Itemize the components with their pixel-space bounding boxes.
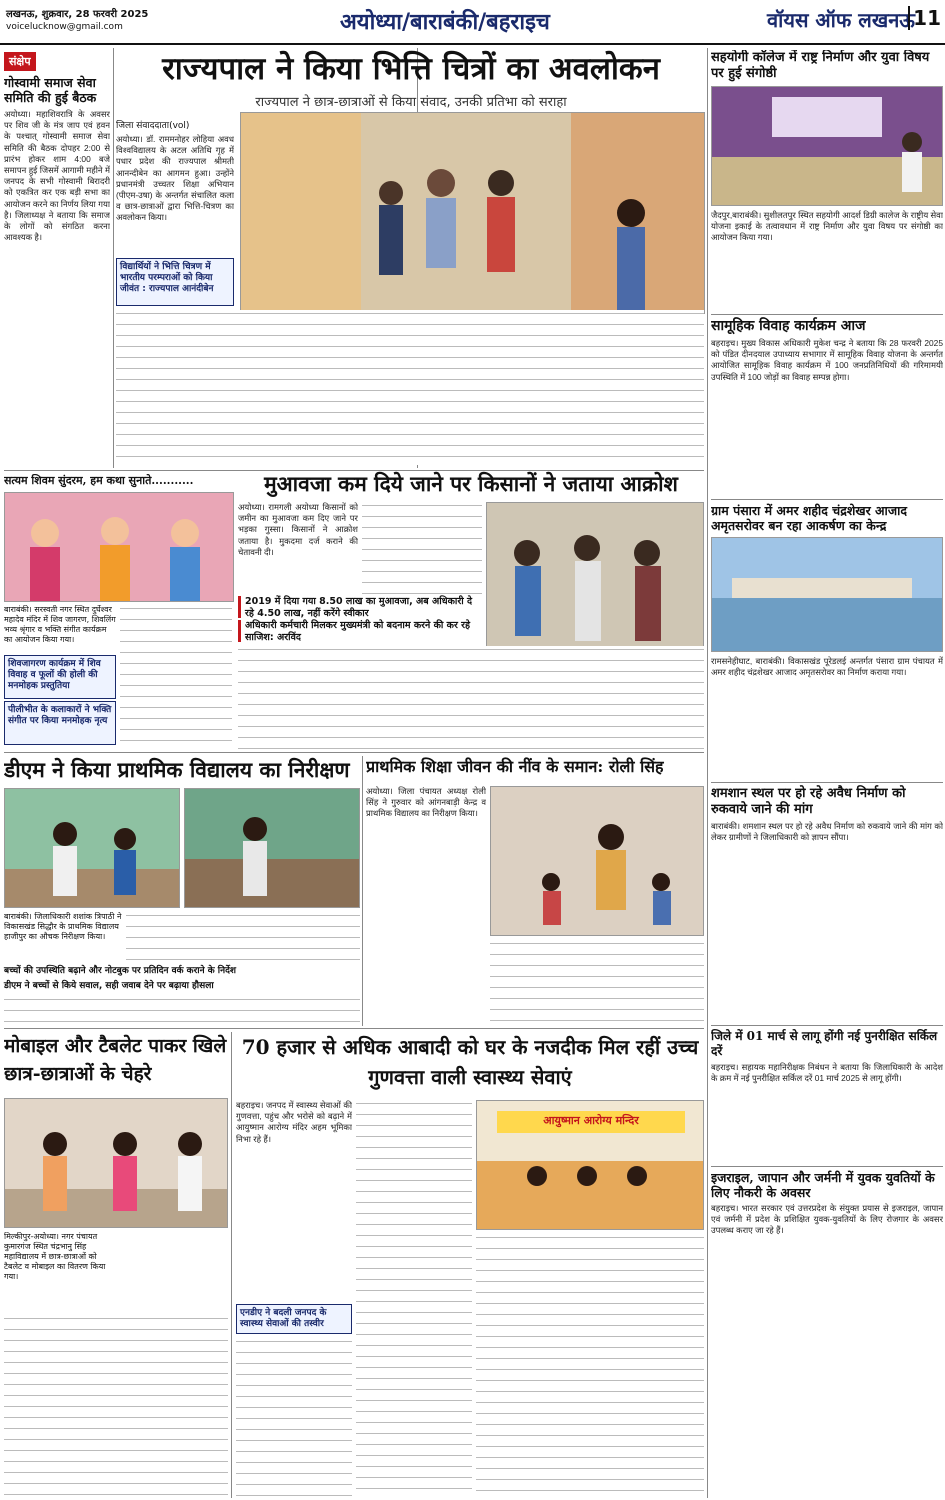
circle-rate-headline: जिले में 01 मार्च से लागू होंगी नई पुनरीक्षित सर्किल दरें <box>711 1025 943 1059</box>
satyam-box-a: शिवजागरण कार्यक्रम में शिव विवाह व फूलों की होली की मनमोहक प्रस्तुतिया <box>4 655 116 699</box>
briefs-column <box>4 50 110 470</box>
lead-continuation <box>116 310 704 465</box>
seminar-body: जैदपुर,बाराबंकी। सुशीलतपुर स्थित सहयोगी आदर्श डिग्री कालेज के राष्ट्रीय सेवा योजना इकाई के तत्वावधान में राष्ट्र निर्माण और युवा विषय पर संगोष्ठी का आयोजन किया गया। <box>711 210 943 243</box>
column-rule <box>113 48 114 468</box>
compensation-body-cont <box>362 502 482 594</box>
mobile-headline: मोबाइल और टैबलेट पाकर खिले छात्र-छात्राओं के चेहरे <box>4 1035 227 1085</box>
mass-wedding-headline: सामूहिक विवाह कार्यक्रम आज <box>711 314 943 335</box>
issue-date: लखनऊ, शुक्रवार, 28 फरवरी 2025 <box>6 9 149 20</box>
dm-headline: डीएम ने किया प्राथमिक विद्यालय का निरीक्षण <box>4 757 350 782</box>
lead-quote-box: विद्यार्थियों ने भित्ति चित्रण में भारतीय परम्पराओं को किया जीवंत : राज्यपाल आनंदीबेन <box>116 258 234 306</box>
health-box: एनडीए ने बदली जनपद के स्वास्थ्य सेवाओं की तस्वीर <box>236 1304 352 1334</box>
column-rule <box>231 1032 232 1498</box>
lead-body: अयोध्या। डॉ. राममनोहर लोहिया अवध विश्वविद्यालय के अटल अतिथि गृह में पधार प्रदेश की राज्यपाल श्रीमती आनन्दीबेन का आगमन हुआ। उन्होंने प्रधानमंत्री उच्चतर शिक्षा अभियान (पीएम-उषा) के अन्तर्गत संचालित कला व छात्र-छात्राओं द्वारा भित्ति-चित्रण का अवलोकन किया। <box>116 134 234 223</box>
dm-body <box>126 912 360 962</box>
health-body-cont-b <box>356 1100 472 1498</box>
dm-photo-2 <box>184 788 360 908</box>
cremation-headline: शमशान स्थल पर हो रहे अवैध निर्माण को रुकवाये जाने की मांग <box>711 782 943 818</box>
roli-body: अयोध्या। जिला पंचायत अध्यक्ष रोली सिंह ने गुरुवार को आंगनबाड़ी केन्द्र व प्राथमिक विद्यालय का निरीक्षण किया। <box>366 786 486 819</box>
masthead <box>0 0 945 45</box>
jobs-abroad-headline: इजराइल, जापान और जर्मनी में युवक युवतियों के लिए नौकरी के अवसर <box>711 1166 943 1200</box>
right-column <box>711 50 943 1498</box>
health-continuation <box>476 1234 704 1498</box>
lead-subheadline: राज्यपाल ने छात्र-छात्राओं से किया संवाद, उनकी प्रतिभा को सराहा <box>255 95 567 110</box>
compensation-headline: मुआवजा कम दिये जाने पर किसानों ने जताया आक्रोश <box>264 471 678 496</box>
column-rule <box>362 756 363 1026</box>
health-body: बहराइच। जनपद में स्वास्थ्य सेवाओं की गुणवत्ता, पहुंच और भरोसे को बढ़ाने में आयुष्मान आरोग्य मंदिर अहम भूमिका निभा रहे हैं। <box>236 1100 352 1144</box>
cremation-body: बाराबंकी। शमशान स्थल पर हो रहे अवैध निर्माण को रुकवाये जाने की मांग को लेकर ग्रामीणों ने जिलाधिकारी को ज्ञापन सौंपा। <box>711 821 943 843</box>
mobile-body <box>4 1315 228 1497</box>
health-headline: 70 हजार से अधिक आबादी को घर के नजदीक मिल रहीं उच्च गुणवत्ता वाली स्वास्थ्य सेवाएं <box>241 1035 699 1089</box>
sarovar-photo <box>711 537 943 652</box>
health-center-sign: आयुष्मान आरोग्य मन्दिर <box>543 1114 639 1127</box>
satyam-photo <box>4 492 234 602</box>
college-seminar-headline: सहयोगी कॉलेज में राष्ट्र निर्माण और युवा विषय पर हुई संगोष्ठी <box>711 50 930 81</box>
compensation-point-2: अधिकारी कर्मचारी मिलकर मुख्यमंत्री को बदनाम करने की कर रहे साजिश: अरविंद <box>238 620 482 642</box>
dm-point-1: बच्चों की उपस्थिति बढ़ाने और नोटबुक पर प्रतिदिन वर्क कराने के निर्देश <box>4 966 236 976</box>
section-rule <box>4 752 704 753</box>
health-photo <box>476 1100 704 1230</box>
lead-headline: राज्यपाल ने किया भित्ति चित्रों का अवलोकन <box>162 51 660 87</box>
health-body-cont-a <box>236 1338 352 1498</box>
mobile-photo <box>4 1098 228 1228</box>
satyam-headline: सत्यम शिवम सुंदरम, हम कथा सुनाते........... <box>4 474 194 487</box>
sarovar-body: रामसनेहीघाट, बाराबंकी। विकासखंड पूरेडलई अन्तर्गत पंसारा ग्राम पंचायत में अमर शहीद चंद्रशेखर आजाद अमृतसरोवर का निर्माण कराया गया। <box>711 656 943 678</box>
brief-body: अयोध्या। महाशिवरात्रि के अवसर पर शिव जी के मंत्र जाप एवं हवन के पश्चात् गोस्वामी समाज सेवा समिति की बैठक दोपहर 2:00 से प्रारंभ होकर शाम 4:00 बजे समापन हुई जिसमें आगामी महीने में जनपद के सभी गोस्वामी बिरादरी को एकत्रित कर एक बड़ी सभा का आयोजन करने का निर्णय लिया गया है। जिलाध्यक्ष ने बताया कि समाज के लोगों को संगठित करना आवश्यक है। <box>4 109 110 243</box>
dm-caption: बाराबंकी। जिलाधिकारी शशांक त्रिपाठी ने विकासखंड सिद्धौर के प्राथमिक विद्यालय हाजीपुर का औचक निरीक्षण किया। <box>4 912 122 941</box>
seminar-photo <box>711 86 943 206</box>
column-rule <box>707 48 708 1498</box>
compensation-point-1: 2019 में दिया गया 8.50 लाख का मुआवजा, अब अधिकारी दे रहे 4.50 लाख, नहीं करेंगे स्वीकार <box>238 596 482 618</box>
satyam-body <box>120 605 232 750</box>
briefs-tag: संक्षेप <box>4 52 36 71</box>
roli-photo <box>490 786 704 936</box>
compensation-body: अयोध्या। रामगली अयोध्या किसानों को जमीन का मुआवजा कम दिए जाने पर भड़का गुस्सा। किसानों ने आक्रोश जताया है। मुकदमा दर्ज कराने की चेतावनी दी। <box>238 502 358 557</box>
section-rule <box>4 1028 704 1029</box>
page-number: 11 <box>908 6 941 30</box>
lead-photo <box>240 112 705 314</box>
dm-photo-1 <box>4 788 180 908</box>
brand-logo: वॉयस ऑफ लखनऊ <box>767 8 915 32</box>
lead-credit: जिला संवाददाता(vol) <box>116 121 190 130</box>
section-title: अयोध्या/बाराबंकी/बहराइच <box>340 9 550 35</box>
contact-email[interactable]: voicelucknow@gmail.com <box>6 22 123 32</box>
farmers-photo <box>486 502 704 662</box>
satyam-caption: बाराबंकी। सरस्वती नगर स्थित दुर्घेश्वर महादेव मंदिर में शिव जागरण, शिवलिंग भव्य श्रृंगार व भक्ति संगीत कार्यक्रम का आयोजन किया गया। <box>4 605 116 644</box>
circle-rate-body: बहराइच। सहायक महानिरीक्षक निबंधन ने बताया कि जिलाधिकारी के आदेश के क्रम में नई पुनरीक्षित सर्किल दरें 01 मार्च 2025 से लागू होंगी। <box>711 1062 943 1084</box>
mobile-caption: मिल्कीपुर-अयोध्या। नगर पंचायत कुमारगंज स्थित चंद्रभानु सिंह महाविद्यालय में छात्र-छात्राओं को टैबलेट व मोबाइल का वितरण किया गया। <box>4 1232 106 1281</box>
compensation-continuation <box>238 646 704 750</box>
mass-wedding-body: बहराइच। मुख्य विकास अधिकारी मुकेश चन्द्र ने बताया कि 28 फरवरी 2025 को पंडित दीनदयाल उपाध्याय सभागार में सामूहिक विवाह योजना के अन्तर्गत आयोजित सामूहिक विवाह कार्यक्रम में 100 जनप्रतिनिधियों की गरिमामयी उपस्थिति में 100 जोड़ों का विवाह सम्पन्न होगा। <box>711 338 943 382</box>
roli-continuation <box>490 940 704 1026</box>
roli-headline: प्राथमिक शिक्षा जीवन की नींव के समान: रोली सिंह <box>366 757 664 776</box>
dm-point-2: डीएम ने बच्चों से किये सवाल, सही जवाब देने पर बढ़ाया हौसला <box>4 981 214 991</box>
dm-continuation <box>4 996 360 1026</box>
sarovar-headline: ग्राम पंसारा में अमर शहीद चंद्रशेखर आजाद अमृतसरोवर बन रहा आकर्षण का केन्द्र <box>711 499 943 533</box>
jobs-abroad-body: बहराइच। भारत सरकार एवं उत्तरप्रदेश के संयुक्त प्रयास से इजराइल, जापान एवं जर्मनी में प्रदेश के प्रशिक्षित युवक-युवतियों के लिए रोजगार के अवसर उपलब्ध कराए जा रहे हैं। <box>711 1203 943 1236</box>
brief-headline: गोस्वामी समाज सेवा समिति की हुई बैठक <box>4 75 97 105</box>
satyam-box-b: पीलीभीत के कलाकारों ने भक्ति संगीत पर किया मनमोहक नृत्य <box>4 701 116 745</box>
